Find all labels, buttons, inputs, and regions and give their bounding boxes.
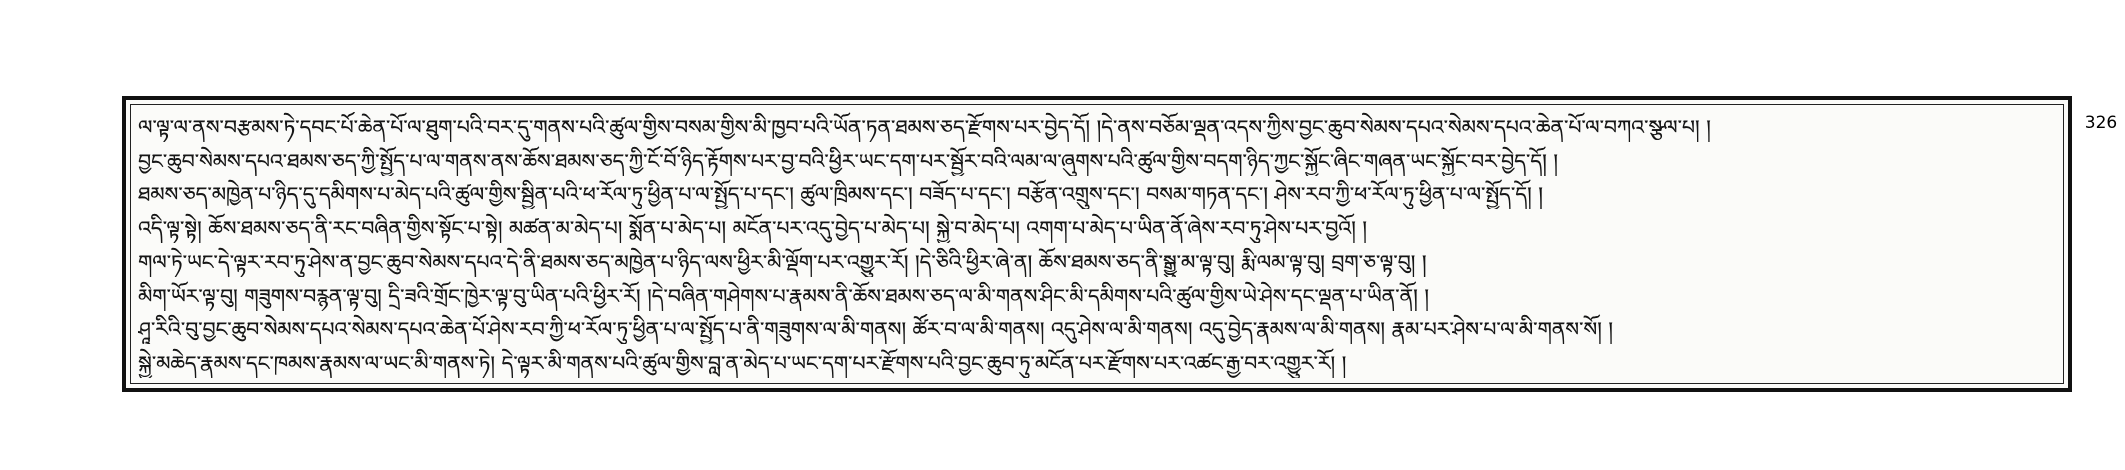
text-line-1: ལ་ལྟ་ལ་ནས་བརྩམས་ཏེ་དབང་པོ་ཆེན་པོ་ལ་ཐུག་པའི་བར་དུ་གནས་པའི་ཚུལ་གྱིས་བསམ་གྱིས་མི་ཁྱབ་པའི་ཡོན་ཏན་ཐམས་ཅད་རྫོགས་པར་བྱེད་དོ། །དེ་ནས་བཅོམ་ལྡན་འདས་ཀྱིས་བྱང་ཆུབ་སེམས་དཔའ་སེམས་དཔའ་ཆེན་པོ་ལ་བཀའ་སྩལ་པ། ། xyxy=(138,115,1711,139)
text-line-7: ཤཱ་རིའི་བུ་བྱང་ཆུབ་སེམས་དཔའ་སེམས་དཔའ་ཆེན་པོ་ཤེས་རབ་ཀྱི་ཕ་རོལ་ཏུ་ཕྱིན་པ་ལ་སྤྱོད་པ་ནི་གཟུགས་ལ་མི་གནས། ཚོར་བ་ལ་མི་གནས། འདུ་ཤེས་ལ་མི་གནས། འདུ་བྱེད་རྣམས་ལ་མི་གནས། རྣམ་པར་ཤེས་པ་ལ་མི་གནས་སོ། ། xyxy=(138,317,1613,342)
page-number: 326 xyxy=(2084,113,2118,133)
tibetan-text-block xyxy=(138,112,2056,378)
text-line-4: འདི་ལྟ་སྟེ། ཆོས་ཐམས་ཅད་ནི་རང་བཞིན་གྱིས་སྟོང་པ་སྟེ། མཚན་མ་མེད་པ། སྨོན་པ་མེད་པ། མངོན་པར་འདུ་བྱེད་པ་མེད་པ། སྐྱེ་བ་མེད་པ། འགག་པ་མེད་པ་ཡིན་ནོ་ཞེས་རབ་ཏུ་ཤེས་པར་བྱའོ། ། xyxy=(138,216,1367,241)
text-line-3: ཐམས་ཅད་མཁྱེན་པ་ཉིད་དུ་དམིགས་པ་མེད་པའི་ཚུལ་གྱིས་སྦྱིན་པའི་ཕ་རོལ་ཏུ་ཕྱིན་པ་ལ་སྤྱོད་པ་དང་། ཚུལ་ཁྲིམས་དང་། བཟོད་པ་དང་། བརྩོན་འགྲུས་དང་། བསམ་གཏན་དང་། ཤེས་རབ་ཀྱི་ཕ་རོལ་ཏུ་ཕྱིན་པ་ལ་སྤྱོད་དོ། ། xyxy=(138,182,1543,207)
text-line-8: སྐྱེ་མཆེད་རྣམས་དང་ཁམས་རྣམས་ལ་ཡང་མི་གནས་ཏེ། དེ་ལྟར་མི་གནས་པའི་ཚུལ་གྱིས་བླ་ན་མེད་པ་ཡང་དག་པར་རྫོགས་པའི་བྱང་ཆུབ་ཏུ་མངོན་པར་རྫོགས་པར་འཚང་རྒྱ་བར་འགྱུར་རོ། ། xyxy=(138,350,1347,375)
text-line-2: བྱང་ཆུབ་སེམས་དཔའ་ཐམས་ཅད་ཀྱི་སྤྱོད་པ་ལ་གནས་ནས་ཆོས་ཐམས་ཅད་ཀྱི་ངོ་བོ་ཉིད་རྟོགས་པར་བྱ་བའི་ཕྱིར་ཡང་དག་པར་སྦྱོར་བའི་ལམ་ལ་ཞུགས་པའི་ཚུལ་གྱིས་བདག་ཉིད་ཀྱང་སྐྱོང་ཞིང་གཞན་ཡང་སྐྱོང་བར་བྱེད་དོ། ། xyxy=(138,148,1558,173)
manuscript-folio xyxy=(122,96,2072,392)
text-line-6: མིག་ཡོར་ལྟ་བུ། གཟུགས་བརྙན་ལྟ་བུ། དྲི་ཟའི་གྲོང་ཁྱེར་ལྟ་བུ་ཡིན་པའི་ཕྱིར་རོ། །དེ་བཞིན་གཤེགས་པ་རྣམས་ནི་ཆོས་ཐམས་ཅད་ལ་མི་གནས་ཤིང་མི་དམིགས་པའི་ཚུལ་གྱིས་ཡེ་ཤེས་དང་ལྡན་པ་ཡིན་ནོ། ། xyxy=(138,283,1429,308)
text-line-5: གལ་ཏེ་ཡང་དེ་ལྟར་རབ་ཏུ་ཤེས་ན་བྱང་ཆུབ་སེམས་དཔའ་དེ་ནི་ཐམས་ཅད་མཁྱེན་པ་ཉིད་ལས་ཕྱིར་མི་ལྡོག་པར་འགྱུར་རོ། །དེ་ཅིའི་ཕྱིར་ཞེ་ན། ཆོས་ཐམས་ཅད་ནི་སྒྱུ་མ་ལྟ་བུ། རྨི་ལམ་ལྟ་བུ། བྲག་ཅ་ལྟ་བུ། ། xyxy=(138,249,1427,274)
